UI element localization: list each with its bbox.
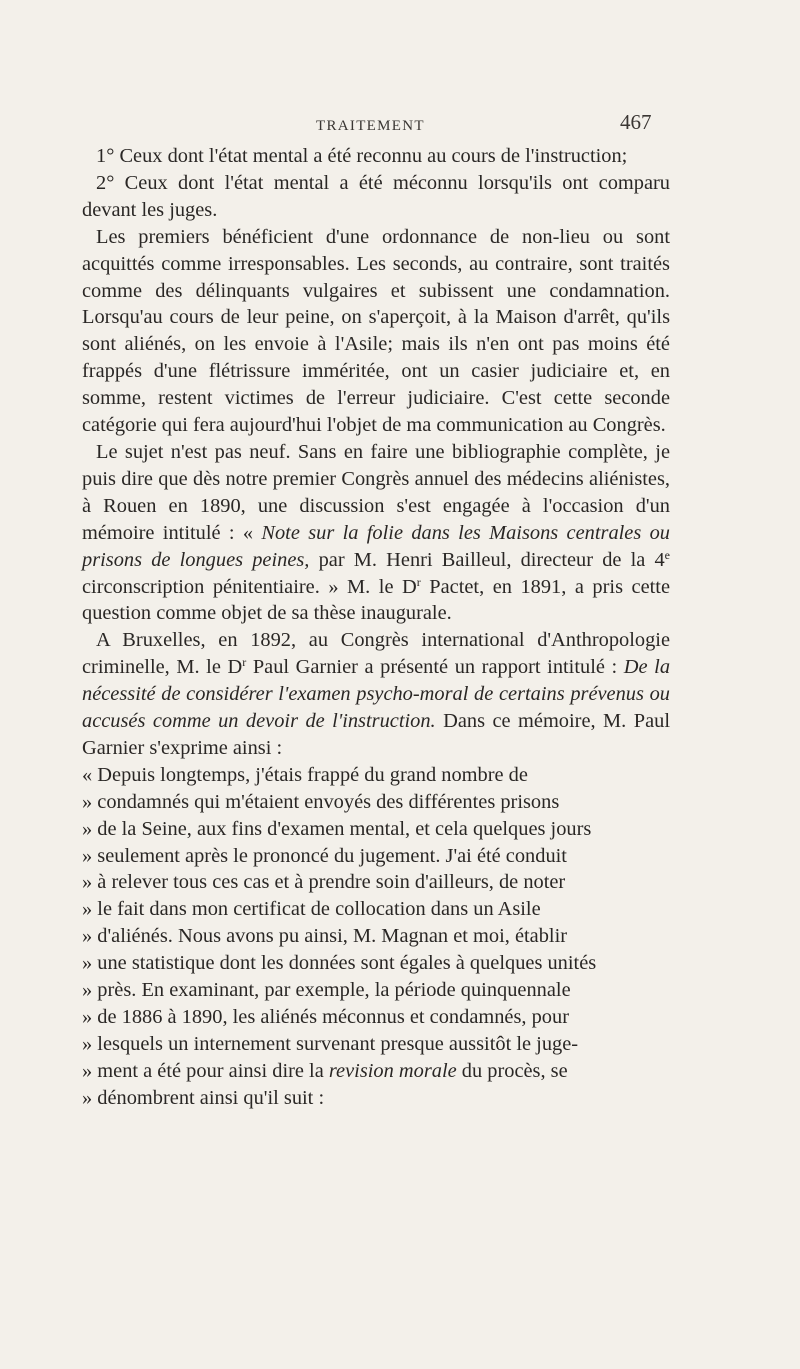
- quote-line: » dénombrent ainsi qu'il suit :: [82, 1086, 325, 1109]
- paragraph-5-text-c: Dans ce mémoire, M. Paul Garnier s'exprime ainsi :: [82, 710, 670, 759]
- quote-line: » d'aliénés. Nous avons pu ainsi, M. Magnan et moi, établir: [82, 925, 568, 948]
- quote-line-12-b: du procès, se: [456, 1059, 568, 1082]
- quote-line: » le fait dans mon certificat de collocation dans un Asile: [82, 898, 541, 921]
- paragraph-4-text-b: par M. Henri Bailleul, directeur de la 4: [309, 548, 665, 571]
- paragraph-2: 2° Ceux dont l'état mental a été méconnu lorsqu'ils ont comparu devant les juges.: [82, 171, 670, 221]
- quote-line-12-a: » ment a été pour ainsi dire la: [82, 1059, 329, 1082]
- paragraph-4-text-c: circonscription pénitentiaire. » M. le D: [82, 575, 417, 598]
- paragraph-4: [82, 439, 670, 627]
- quote-line: « Depuis longtemps, j'étais frappé du grand nombre de: [82, 763, 528, 786]
- paragraph-4-sup-1: e: [664, 547, 670, 562]
- quote-line: » une statistique dont les données sont égales à quelques unités: [82, 952, 597, 975]
- paragraph-5: [82, 627, 670, 762]
- paragraph-4-text-a: Le sujet n'est pas neuf. Sans en faire une bibliographie complète, je puis dire que dès notre premier Congrès annuel des médecins aliénistes, à Rouen en 1890, une discussion s'est engagée à l'occasion d'un mémoire intitulé : «: [82, 440, 670, 544]
- paragraph-5-title: De la nécessité de considérer l'examen psycho-moral de certains prévenus ou accusés comme un devoir de l'instruction.: [82, 656, 671, 733]
- paragraph-5-text-a: A Bruxelles, en 1892, au Congrès international d'Anthropologie criminelle, M. le D: [82, 629, 670, 679]
- quote-line: » près. En examinant, par exemple, la période quinquennale: [82, 979, 571, 1002]
- running-head: TRAITEMENT: [316, 118, 425, 134]
- quote-line: » de la Seine, aux fins d'examen mental, et cela quelques jours: [82, 817, 592, 840]
- page-number: 467: [620, 110, 652, 134]
- paragraph-3: Les premiers bénéficient d'une ordonnance de non-lieu ou sont acquittés comme irresponsables. Les seconds, au contraire, sont traités comme des délinquants vulgaires et subissent une condamnation. Lorsqu'au cours de leur peine, on s'aperçoit, à la Maison d'arrêt, qu'ils sont aliénés, on les envoie à l'Asile; mais ils n'en ont pas moins été frappés d'une flétrissure imméritée, ont un casier judiciaire et, en somme, restent victimes de l'erreur judiciaire. C'est cette seconde catégorie qui fera aujourd'hui l'objet de ma communication au Congrès.: [82, 225, 670, 437]
- body-text: [82, 143, 670, 1112]
- quote-line: » lesquels un internement survenant presque aussitôt le juge-: [82, 1032, 579, 1055]
- quote-line-12-italic: revision morale: [328, 1059, 457, 1082]
- quote-line: » de 1886 à 1890, les aliénés méconnus et condamnés, pour: [82, 1006, 569, 1028]
- quote-line: » seulement après le prononcé du jugement. J'ai été conduit: [82, 844, 567, 867]
- quotation: [82, 762, 670, 1112]
- quote-line: » à relever tous ces cas et à prendre soin d'ailleurs, de noter: [82, 871, 566, 894]
- paragraph-4-title: Note sur la folie dans les Maisons centrales ou prisons de longues peines,: [82, 521, 670, 571]
- paragraph-4-sup-2: r: [416, 574, 421, 589]
- quote-line: [82, 1058, 670, 1085]
- paragraph-5-text-b: Paul Garnier a présenté un rapport intitulé :: [246, 656, 624, 679]
- paragraph-1: 1° Ceux dont l'état mental a été reconnu au cours de l'instruction;: [96, 145, 628, 167]
- paragraph-4-text-d: Pactet, en 1891, a pris cette question comme objet de sa thèse inaugurale.: [82, 575, 670, 625]
- paragraph-5-sup: r: [242, 655, 247, 670]
- quote-line: » condamnés qui m'étaient envoyés des différentes prisons: [82, 790, 560, 813]
